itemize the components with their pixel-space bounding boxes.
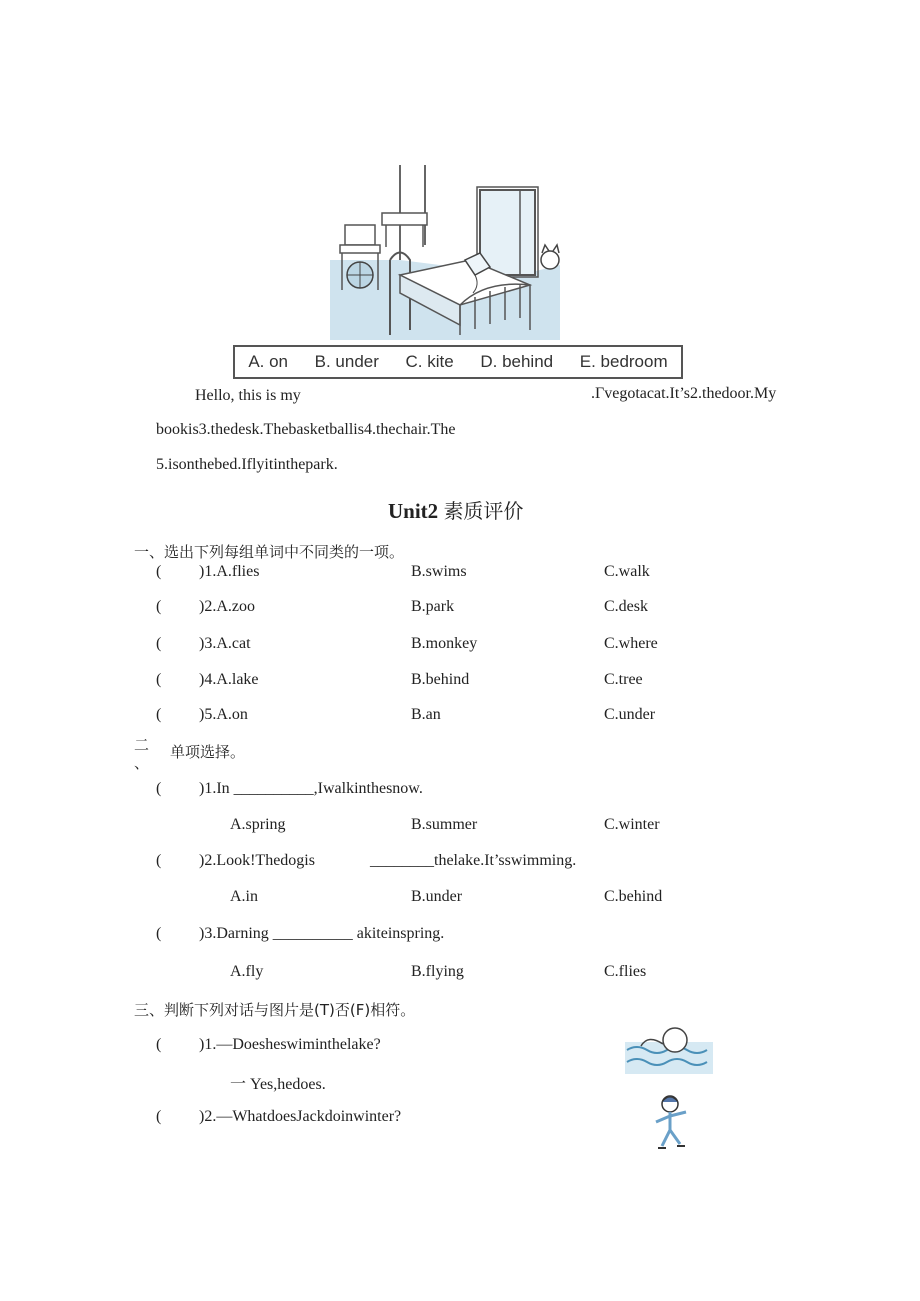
answer-paren: ( (156, 671, 162, 688)
option-a: )5.A.on (199, 706, 248, 723)
answer-paren: ( (156, 706, 162, 723)
skating-boy-picture (643, 1090, 698, 1152)
option-c: C.where (604, 635, 658, 652)
option-a: )4.A.lake (199, 671, 259, 688)
answer-paren: ( (156, 925, 162, 942)
option-c: C.under (604, 706, 656, 723)
answer-paren: ( (156, 598, 162, 615)
passage-line1-right: .Γvegotacat.It’s2.thedoor.My (591, 385, 777, 402)
option-a: )1.A.flies (199, 563, 260, 580)
option-a: A.in (230, 888, 258, 905)
unit-title-zh: 素质评价 (443, 499, 524, 523)
option-a: A.fly (230, 963, 264, 980)
word-bank (233, 345, 683, 379)
word-option: E. bedroom (579, 352, 668, 371)
option-c: C.behind (604, 888, 663, 905)
answer-paren: ( (156, 1036, 162, 1053)
option-a: )3.A.cat (199, 635, 251, 652)
option-b: B.summer (411, 816, 478, 833)
section2-heading-mark: 、 (134, 754, 150, 772)
option-b: B.flying (411, 963, 464, 980)
answer-paren: ( (156, 635, 162, 652)
answer-paren: ( (156, 852, 162, 869)
option-c: C.walk (604, 563, 650, 580)
door (480, 190, 535, 275)
option-c: C.tree (604, 671, 643, 688)
word-option: C. kite (405, 352, 454, 371)
option-b: B.behind (411, 671, 470, 688)
option-b: B.an (411, 706, 441, 723)
word-option: B. under (314, 352, 379, 371)
passage-line1-left: Hello, this is my (195, 387, 301, 404)
dialogue-question: )2.—WhatdoesJackdoinwinter? (199, 1108, 402, 1125)
bedroom-illustration (330, 165, 590, 340)
answer-paren: ( (156, 1108, 162, 1125)
question-stem: )2.Look!Thedogis (199, 852, 315, 869)
cat-icon (541, 251, 559, 269)
option-c: C.winter (604, 816, 660, 833)
unit-title-en: Unit2 (388, 499, 439, 523)
skates (658, 1146, 685, 1148)
passage-line2: bookis3.thedesk.Thebasketballis4.thechair.The (156, 421, 456, 438)
option-a: )2.A.zoo (199, 598, 255, 615)
word-option: A. on (248, 352, 289, 371)
swimmer-head-icon (663, 1028, 687, 1052)
answer-paren: ( (156, 780, 162, 797)
option-b: B.swims (411, 563, 467, 580)
section2-heading: 单项选择。 (170, 743, 246, 761)
passage-line3: 5.isonthebed.Iflyitinthepark. (156, 456, 338, 473)
dialogue-answer: 一 Yes,hedoes. (230, 1076, 326, 1093)
swimming-picture (625, 1022, 713, 1074)
chair-seat (340, 245, 380, 253)
dialogue-question: )1.—Doesheswiminthelake? (199, 1036, 381, 1053)
question-blank: ________thelake.It’sswimming. (370, 852, 577, 869)
section3-heading: 三、判断下列对话与图片是(T)否(F)相符。 (134, 1001, 416, 1019)
question-stem: )1.In __________,Iwalkinthesnow. (199, 780, 423, 797)
section1-heading: 一、选出下列每组单词中不同类的一项。 (134, 543, 405, 561)
option-c: C.desk (604, 598, 648, 615)
desk (382, 213, 427, 225)
option-c: C.flies (604, 963, 647, 980)
section2-heading-num: 二 (134, 736, 150, 754)
word-option: D. behind (480, 352, 554, 371)
option-a: A.spring (230, 816, 286, 833)
question-stem: )3.Darning __________ akiteinspring. (199, 925, 445, 942)
unit-title (388, 495, 523, 524)
chair-back (345, 225, 375, 245)
option-b: B.park (411, 598, 455, 615)
option-b: B.under (411, 888, 463, 905)
boy-body (656, 1112, 686, 1146)
option-b: B.monkey (411, 635, 478, 652)
answer-paren: ( (156, 563, 162, 580)
